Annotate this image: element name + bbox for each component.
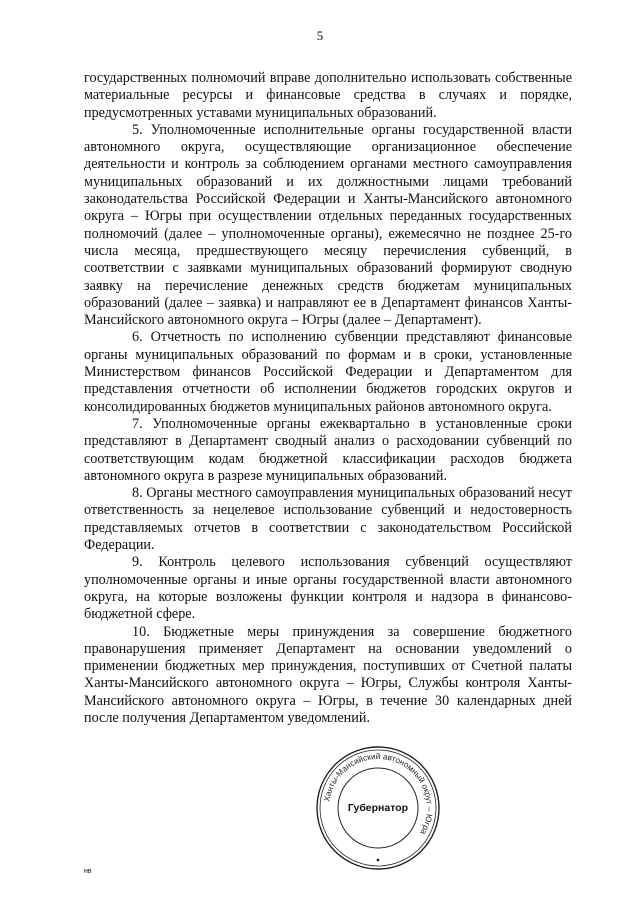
document-body <box>84 70 572 727</box>
paragraph-6: 6. Отчетность по исполнению субвенции представляют финансовые органы муниципальных образований по формам и в сроки, установленные Министерством финансов Российской Федерации и Департаментом для представления отчетности об исполнении бюджетов городских округов и консолидированных бюджетов муниципальных районов автономного округа. <box>84 329 572 415</box>
paragraph-5: 5. Уполномоченные исполнительные органы государственной власти автономного округа, осуществляющие организационное обеспечение деятельности и контроль за соблюдением органами местного самоуправления муниципальных образований и их должностными лицами требований законодательства Российской Федерации и Ханты-Мансийского автономного округа – Югры при осуществлении отдельных переданных государственных полномочий (далее – уполномоченные органы), ежемесячно не позднее 25-го числа месяца, предшествующего месяцу перечисления субвенций, в соответствии с заявками муниципальных образований формируют сводную заявку на перечисление денежных средств бюджетам муниципальных образований (далее – заявка) и направляют ее в Департамент финансов Ханты-Мансийского автономного округа – Югры (далее – Департамент). <box>84 121 572 329</box>
paragraph-8: 8. Органы местного самоуправления муниципальных образований несут ответственность за нецелевое использование субвенций и недостоверность представляемых отчетов в соответствии с законодательством Российской Федерации. <box>84 485 572 554</box>
stamp-center-text: Губернатор <box>347 802 409 814</box>
stamp-ring-text: Ханты-Мансийский автономный округ – Югра <box>322 751 435 837</box>
paragraph-10: 10. Бюджетные меры принуждения за совершение бюджетного правонарушения применяет Департамент на основании уведомлений о применении бюджетных мер принуждения, поступивших от Счетной палаты Ханты-Мансийского автономного округа – Югры, Службы контроля Ханты-Мансийского автономного округа – Югры, в течение 30 календарных дней после получения Департаментом уведомлений. <box>84 623 572 726</box>
paragraph-continuation: государственных полномочий вправе дополнительно использовать собственные материальные ресурсы и финансовые средства в случаях и порядке, предусмотренных уставами муниципальных образований. <box>84 70 572 121</box>
footer-initials: нв <box>84 868 92 875</box>
paragraph-9: 9. Контроль целевого использования субвенций осуществляют уполномоченные органы и иные органы государственной власти автономного округа, на которые возложены функции контроля и надзора в финансово-бюджетной сфере. <box>84 554 572 623</box>
governor-stamp <box>314 744 442 872</box>
paragraph-7: 7. Уполномоченные органы ежеквартально в установленные сроки представляют в Департамент сводный анализ о расходовании субвенций по соответствующим кодам бюджетной классификации расходов бюджета автономного округа в разрезе муниципальных образований. <box>84 415 572 484</box>
page-number: 5 <box>316 28 324 43</box>
